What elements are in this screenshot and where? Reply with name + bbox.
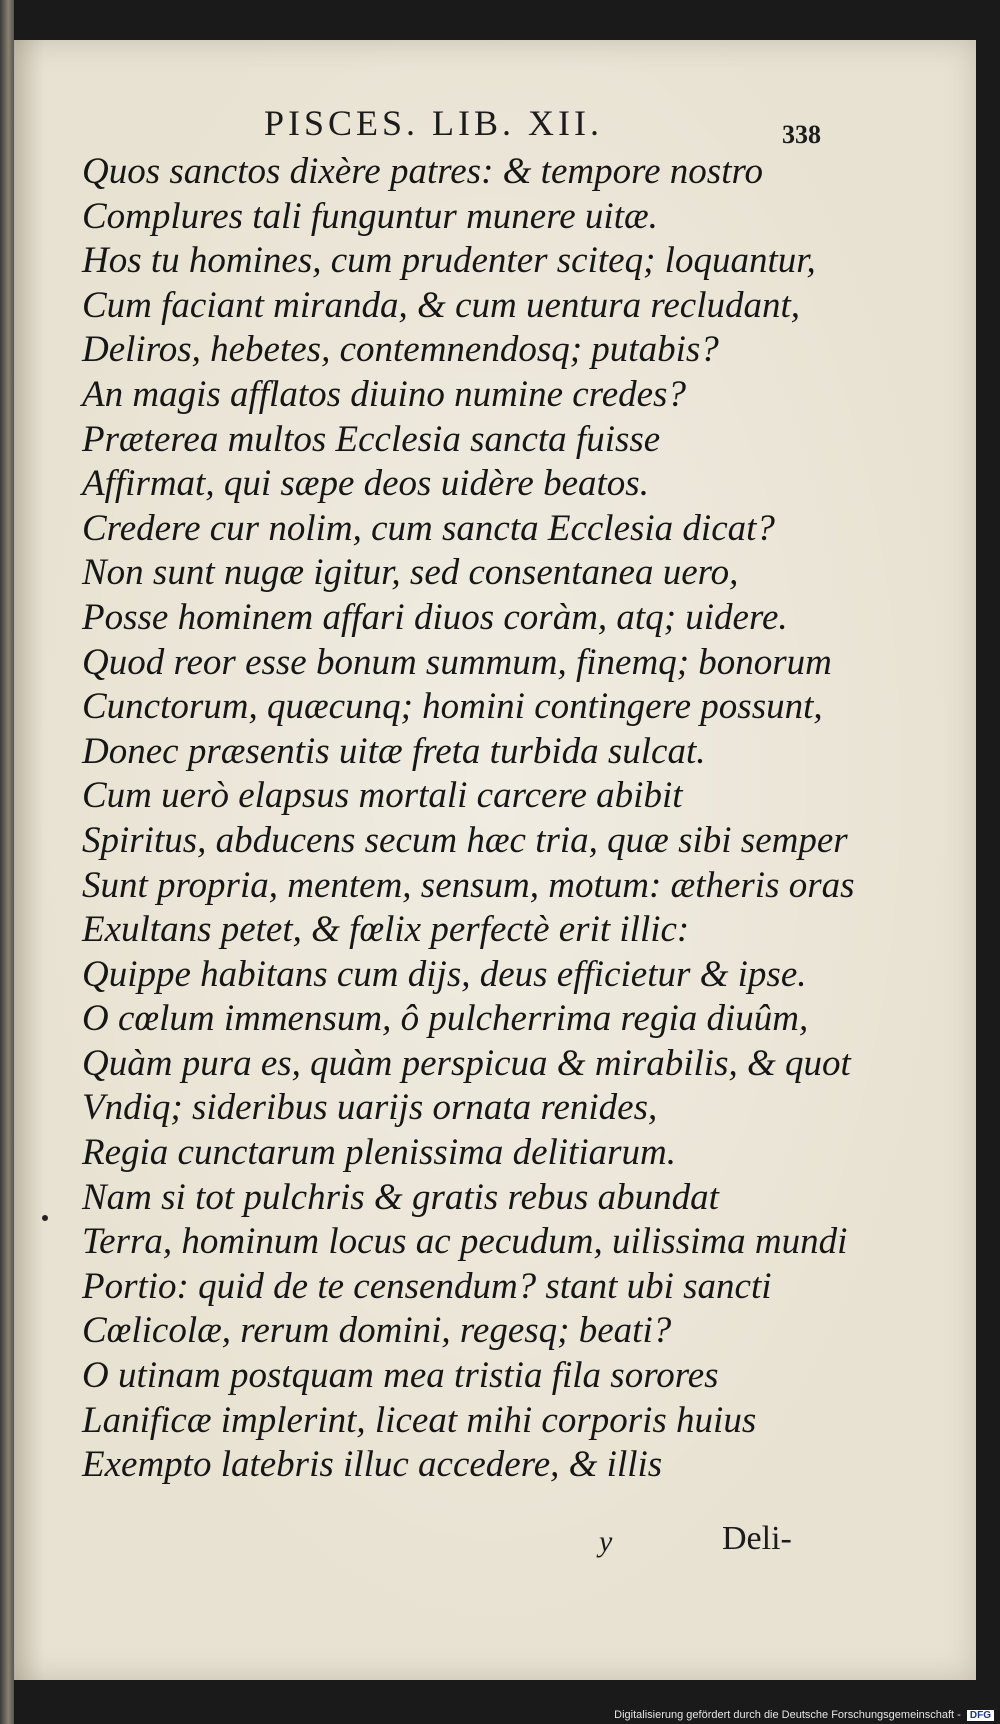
verse-line: Exultans petet, & fœlix perfectè erit illic:	[82, 909, 690, 951]
page-number: 338	[782, 120, 821, 149]
catchword: Deli-	[722, 1520, 792, 1557]
verse-line: Quàm pura es, quàm perspicua & mirabilis, & quot	[82, 1042, 851, 1084]
verse-line: Cum uerò elapsus mortali carcere abibit	[82, 775, 683, 817]
verse-line: Deliros, hebetes, contemnendosq; putabis?	[82, 329, 719, 371]
verse-line: Affirmat, qui sæpe deos uidère beatos.	[82, 463, 649, 505]
verse-line: Portio: quid de te censendum? stant ubi sancti	[82, 1265, 772, 1307]
verse-line: Sunt propria, mentem, sensum, motum: ætheris oras	[82, 864, 855, 906]
credit-text: Digitalisierung gefördert durch die Deutsche Forschungsgemeinschaft -	[614, 1709, 961, 1721]
verse-line: Quod reor esse bonum summum, finemq; bonorum	[82, 641, 832, 683]
signature-mark: y	[599, 1525, 613, 1558]
verse-line: Quippe habitans cum dijs, deus efficietur & ipse.	[82, 953, 807, 995]
verse-line: Lanificæ implerint, liceat mihi corporis huius	[82, 1399, 757, 1441]
verse-line: Terra, hominum locus ac pecudum, uilissima mundi	[82, 1221, 848, 1263]
verse-line: Donec præsentis uitæ freta turbida sulcat.	[82, 730, 706, 772]
digitization-credit	[614, 1709, 994, 1721]
verse-text	[82, 150, 902, 1488]
verse-line: Non sunt nugæ igitur, sed consentanea uero,	[82, 552, 739, 594]
book-spine-edge	[0, 0, 14, 1724]
running-head: PISCES. LIB. XII.	[264, 103, 604, 143]
verse-line: Hos tu homines, cum prudenter sciteq; loquantur,	[82, 240, 816, 282]
verse-line: Quos sanctos dixère patres: & tempore nostro	[82, 151, 763, 192]
verse-line: Vndiq; sideribus uarijs ornata renides,	[82, 1087, 658, 1129]
verse-line: Nam si tot pulchris & gratis rebus abundat	[82, 1176, 719, 1218]
verse-line: Credere cur nolim, cum sancta Ecclesia dicat?	[82, 507, 775, 549]
verse-line: Cum faciant miranda, & cum uentura recludant,	[82, 284, 801, 326]
dfg-logo-icon: DFG	[967, 1710, 994, 1721]
verse-line: Præterea multos Ecclesia sancta fuisse	[82, 418, 661, 460]
verse-line: Posse hominem affari diuos coràm, atq; uidere.	[82, 596, 788, 638]
verse-line: O cœlum immensum, ô pulcherrima regia diuûm,	[82, 998, 809, 1040]
margin-mark	[42, 1215, 48, 1221]
verse-line: Cunctorum, quæcunq; homini contingere possunt,	[82, 686, 823, 728]
verse-line: Cœlicolæ, rerum domini, regesq; beati?	[82, 1310, 672, 1352]
verse-line: Spiritus, abducens secum hæc tria, quæ sibi semper	[82, 819, 848, 861]
verse-line: O utinam postquam mea tristia fila sorores	[82, 1355, 719, 1397]
verse-line: An magis afflatos diuino numine credes?	[82, 373, 686, 415]
verse-line: Complures tali funguntur munere uitæ.	[82, 195, 658, 237]
verse-line: Exempto latebris illuc accedere, & illis	[82, 1444, 663, 1486]
verse-line: Regia cunctarum plenissima delitiarum.	[82, 1132, 676, 1174]
book-page	[14, 40, 976, 1680]
